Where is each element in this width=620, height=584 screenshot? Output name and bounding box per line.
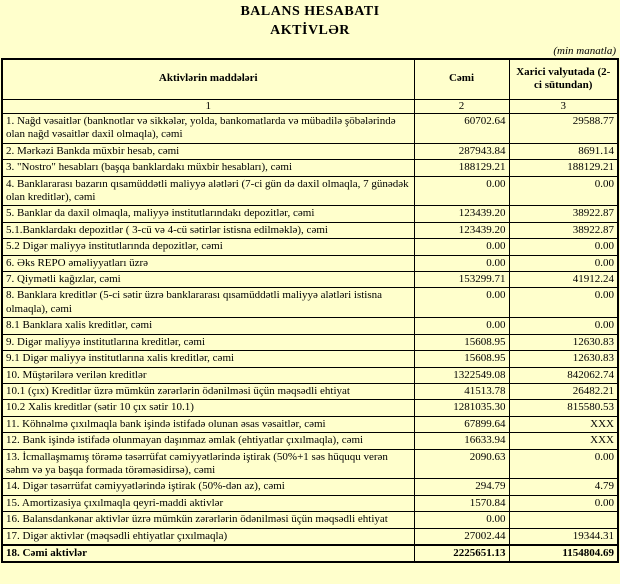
row-label: 9.1 Digər maliyyə institutlarına xalis kreditlər, cəmi [2, 351, 414, 367]
total-row-total: 2225651.13 [414, 545, 509, 562]
row-total: 287943.84 [414, 143, 509, 159]
row-foreign: 0.00 [509, 176, 618, 206]
row-foreign: 0.00 [509, 288, 618, 318]
table-row [2, 255, 618, 271]
table-row [2, 433, 618, 449]
row-foreign: 29588.77 [509, 114, 618, 144]
row-total: 1570.84 [414, 495, 509, 511]
row-total: 123439.20 [414, 206, 509, 222]
row-foreign: 38922.87 [509, 206, 618, 222]
total-row [2, 545, 618, 562]
table-body [2, 114, 618, 563]
row-foreign: 19344.31 [509, 528, 618, 545]
report-header [0, 0, 620, 41]
table-row [2, 114, 618, 144]
table-row [2, 367, 618, 383]
row-total: 2090.63 [414, 449, 509, 479]
col-header-total: Cəmi [414, 59, 509, 99]
row-foreign: 0.00 [509, 495, 618, 511]
row-label: 15. Amortizasiya çıxılmaqla qeyri-maddi aktivlər [2, 495, 414, 511]
table-row [2, 176, 618, 206]
row-label: 3. "Nostro" hesabları (başqa banklardakı müxbir hesabları), cəmi [2, 160, 414, 176]
row-total: 123439.20 [414, 222, 509, 238]
page-title: BALANS HESABATI [240, 4, 380, 19]
row-total: 1281035.30 [414, 400, 509, 416]
row-label: 14. Digər təsərrüfat cəmiyyətlərində iştirak (50%-dən az), cəmi [2, 479, 414, 495]
col-header-foreign: Xarici valyutada (2-ci sütundan) [509, 59, 618, 99]
table-row [2, 512, 618, 528]
row-label: 5. Banklar da daxil olmaqla, maliyyə institutlarındakı depozitlər, cəmi [2, 206, 414, 222]
row-label: 10.2 Xalis kreditlər (sətir 10 çıx sətir 10.1) [2, 400, 414, 416]
table-row [2, 400, 618, 416]
row-label: 2. Mərkəzi Bankda müxbir hesab, cəmi [2, 143, 414, 159]
row-foreign: 815580.53 [509, 400, 618, 416]
index-col-1: 1 [2, 99, 414, 113]
row-total: 0.00 [414, 288, 509, 318]
row-label: 8.1 Banklara xalis kreditlər, cəmi [2, 318, 414, 334]
table-row [2, 479, 618, 495]
col-header-items: Aktivlərin maddələri [2, 59, 414, 99]
row-foreign: 0.00 [509, 255, 618, 271]
row-label: 11. Köhnəlmə çıxılmaqla bank işində istifadə olunan əsas vəsaitlər, cəmi [2, 416, 414, 432]
total-row-label: 18. Cəmi aktivlər [2, 545, 414, 562]
row-foreign: 842062.74 [509, 367, 618, 383]
row-foreign: 38922.87 [509, 222, 618, 238]
row-total: 294.79 [414, 479, 509, 495]
row-total: 41513.78 [414, 383, 509, 399]
row-label: 9. Digər maliyyə institutlarına kreditlər, cəmi [2, 334, 414, 350]
unit-note: (min manatla) [553, 44, 616, 57]
table-row [2, 495, 618, 511]
page-subtitle: AKTİVLƏR [270, 22, 350, 38]
header-row [2, 59, 618, 99]
table-head [2, 59, 618, 114]
row-foreign [509, 512, 618, 528]
table-row [2, 143, 618, 159]
assets-table [1, 58, 619, 564]
row-total: 60702.64 [414, 114, 509, 144]
row-foreign: XXX [509, 433, 618, 449]
row-label: 4. Banklararası bazarın qısamüddətli maliyyə alətləri (7-ci gün də daxil olmaqla, 7 günədək olan kreditlər), cəmi [2, 176, 414, 206]
row-foreign: 0.00 [509, 449, 618, 479]
row-total: 0.00 [414, 255, 509, 271]
table-row [2, 383, 618, 399]
row-total: 153299.71 [414, 272, 509, 288]
row-label: 8. Banklara kreditlər (5-ci sətir üzrə banklararası qısamüddətli maliyyə alətləri istisna olmaqla), cəmi [2, 288, 414, 318]
total-row-foreign: 1154804.69 [509, 545, 618, 562]
index-row [2, 99, 618, 113]
row-total: 0.00 [414, 239, 509, 255]
row-foreign: 12630.83 [509, 334, 618, 350]
index-col-3: 3 [509, 99, 618, 113]
row-label: 7. Qiymətli kağızlar, cəmi [2, 272, 414, 288]
row-foreign: 0.00 [509, 239, 618, 255]
table-row [2, 528, 618, 545]
row-foreign: XXX [509, 416, 618, 432]
table-row [2, 288, 618, 318]
row-foreign: 0.00 [509, 318, 618, 334]
row-label: 5.1.Banklardakı depozitlər ( 3-cü və 4-cü sətirlər istisna edilməklə), cəmi [2, 222, 414, 238]
row-label: 17. Digər aktivlər (məqsədli ehtiyatlar çıxılmaqla) [2, 528, 414, 545]
row-total: 1322549.08 [414, 367, 509, 383]
row-foreign: 188129.21 [509, 160, 618, 176]
row-label: 10. Müştərilərə verilən kreditlər [2, 367, 414, 383]
table-row [2, 160, 618, 176]
table-row [2, 334, 618, 350]
row-total: 188129.21 [414, 160, 509, 176]
row-total: 15608.95 [414, 351, 509, 367]
table-row [2, 318, 618, 334]
row-label: 1. Nağd vəsaitlər (banknotlar və sikkələr, yolda, bankomatlarda və mübadilə şöbələrində olan nağd vəsaitlər daxil olmaqla), cəmi [2, 114, 414, 144]
table-row [2, 272, 618, 288]
table-row [2, 351, 618, 367]
index-col-2: 2 [414, 99, 509, 113]
row-foreign: 12630.83 [509, 351, 618, 367]
row-total: 67899.64 [414, 416, 509, 432]
row-total: 27002.44 [414, 528, 509, 545]
row-total: 15608.95 [414, 334, 509, 350]
table-row [2, 416, 618, 432]
row-foreign: 26482.21 [509, 383, 618, 399]
row-total: 0.00 [414, 318, 509, 334]
row-label: 10.1 (çıx) Kreditlər üzrə mümkün zərərlərin ödənilməsi üçün məqsədli ehtiyat [2, 383, 414, 399]
row-label: 6. Əks REPO əməliyyatları üzrə [2, 255, 414, 271]
row-total: 0.00 [414, 176, 509, 206]
row-total: 0.00 [414, 512, 509, 528]
table-row [2, 239, 618, 255]
row-label: 13. İcmallaşmamış törəmə təsərrüfat cəmiyyətlərində iştirak (50%+1 səs hüququ verən səhm və ya başqa formada törəməsidirsə), cəmi [2, 449, 414, 479]
table-row [2, 449, 618, 479]
row-foreign: 41912.24 [509, 272, 618, 288]
row-label: 12. Bank işində istifadə olunmayan daşınmaz əmlak (ehtiyatlar çıxılmaqla), cəmi [2, 433, 414, 449]
row-foreign: 4.79 [509, 479, 618, 495]
row-label: 5.2 Digər maliyyə institutlarında depozitlər, cəmi [2, 239, 414, 255]
table-row [2, 222, 618, 238]
table-row [2, 206, 618, 222]
row-total: 16633.94 [414, 433, 509, 449]
row-foreign: 8691.14 [509, 143, 618, 159]
row-label: 16. Balansdankənar aktivlər üzrə mümkün zərərlərin ödənilməsi üçün məqsədli ehtiyat [2, 512, 414, 528]
